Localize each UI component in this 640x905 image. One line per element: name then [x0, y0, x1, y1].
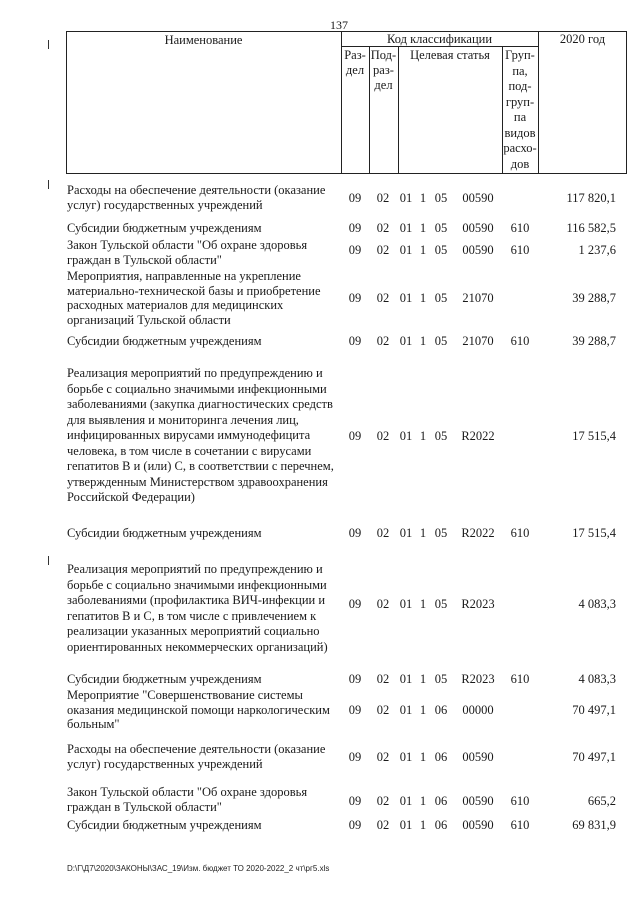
header-divider: [538, 31, 539, 174]
row-expense-group: 610: [510, 334, 530, 348]
row-expense-group: 610: [510, 672, 530, 686]
row-name: Закон Тульской области "Об охране здоровья граждан в Тульской области": [67, 238, 308, 267]
header-divider: [398, 46, 399, 174]
margin-mark: [48, 556, 49, 565]
row-podrazdel: 02: [376, 526, 390, 540]
row-target-subprogram: 1: [419, 291, 427, 305]
row-name: Субсидии бюджетным учреждениям: [67, 672, 262, 686]
row-amount: 17 515,4: [572, 526, 616, 540]
row-target-event: 05: [434, 243, 448, 257]
row-podrazdel: 02: [376, 191, 390, 205]
row-expense-group: 610: [510, 818, 530, 832]
row-target-subprogram: 1: [419, 221, 427, 235]
row-target-subprogram: 1: [419, 818, 427, 832]
margin-mark: [48, 180, 49, 189]
row-razdel: 09: [348, 243, 362, 257]
row-amount: 117 820,1: [566, 191, 616, 205]
row-target-program: 01: [399, 221, 413, 235]
row-name: Расходы на обеспечение деятельности (оказание услуг) государственных учреждений: [67, 742, 326, 771]
row-amount: 4 083,3: [578, 597, 616, 611]
row-target-subprogram: 1: [419, 672, 427, 686]
row-target-subprogram: 1: [419, 191, 427, 205]
row-amount: 1 237,6: [578, 243, 616, 257]
row-podrazdel: 02: [376, 672, 390, 686]
row-target-subprogram: 1: [419, 429, 427, 443]
row-target-subprogram: 1: [419, 526, 427, 540]
row-target-direction: 00590: [462, 243, 494, 257]
row-podrazdel: 02: [376, 597, 390, 611]
header-year: 2020 год: [559, 32, 606, 46]
row-podrazdel: 02: [376, 429, 390, 443]
row-target-event: 06: [434, 818, 448, 832]
row-target-subprogram: 1: [419, 703, 427, 717]
row-target-direction: R2023: [461, 672, 495, 686]
row-razdel: 09: [348, 191, 362, 205]
row-amount: 69 831,9: [572, 818, 616, 832]
row-expense-group: 610: [510, 243, 530, 257]
row-target-direction: 00590: [462, 750, 494, 764]
row-name: Субсидии бюджетным учреждениям: [67, 334, 262, 348]
row-razdel: 09: [348, 597, 362, 611]
row-podrazdel: 02: [376, 334, 390, 348]
row-amount: 39 288,7: [572, 291, 616, 305]
row-target-event: 05: [434, 672, 448, 686]
row-razdel: 09: [348, 429, 362, 443]
row-expense-group: 610: [510, 526, 530, 540]
row-podrazdel: 02: [376, 291, 390, 305]
row-razdel: 09: [348, 818, 362, 832]
row-podrazdel: 02: [376, 794, 390, 808]
row-amount: 116 582,5: [566, 221, 616, 235]
row-target-event: 06: [434, 703, 448, 717]
row-target-event: 05: [434, 526, 448, 540]
row-target-event: 05: [434, 191, 448, 205]
row-name: Реализация мероприятий по предупреждению и борьбе с социально значимыми инфекционными заболеваниями (закупка диагностических средств для выявления и мониторинга лечения лиц, инфицированных вирусами иммунодефицита человека, в том числе в сочетании с вирусами гепатитов B и (или) C, в соответствии с перечнем, утвержденным Министерством здравоохранения Российской Федерации): [67, 366, 334, 504]
row-amount: 70 497,1: [572, 703, 616, 717]
row-razdel: 09: [348, 750, 362, 764]
row-target-program: 01: [399, 794, 413, 808]
row-target-direction: 00590: [462, 221, 494, 235]
row-target-program: 01: [399, 429, 413, 443]
row-target-direction: R2023: [461, 597, 495, 611]
row-amount: 39 288,7: [572, 334, 616, 348]
row-amount: 17 515,4: [572, 429, 616, 443]
header-expense-group: Груп- па, под- груп- па видов расхо- дов: [503, 48, 537, 171]
header-razdel: Раз- дел: [344, 48, 366, 77]
row-target-direction: 21070: [462, 291, 494, 305]
row-razdel: 09: [348, 672, 362, 686]
row-podrazdel: 02: [376, 703, 390, 717]
header-podrazdel: Под- раз- дел: [370, 48, 397, 92]
row-target-program: 01: [399, 191, 413, 205]
row-target-program: 01: [399, 334, 413, 348]
row-target-event: 06: [434, 750, 448, 764]
row-razdel: 09: [348, 221, 362, 235]
row-name: Мероприятия, направленные на укрепление материально-технической базы и приобретение расходных материалов для медицинских организаций Тульской области: [67, 269, 321, 327]
row-target-program: 01: [399, 243, 413, 257]
row-target-subprogram: 1: [419, 794, 427, 808]
row-target-program: 01: [399, 291, 413, 305]
page-number: 137: [330, 18, 348, 32]
row-name: Закон Тульской области "Об охране здоровья граждан в Тульской области": [67, 785, 308, 814]
header-code-classification: Код классификации: [386, 32, 493, 46]
row-amount: 70 497,1: [572, 750, 616, 764]
row-name: Реализация мероприятий по предупреждению и борьбе с социально значимыми инфекционными заболеваниями (профилактика ВИЧ-инфекции и гепатитов B и C, в том числе с привлечением к реализации указанных мероприятий социально ориентированных некоммерческих организаций): [67, 562, 328, 654]
row-target-event: 05: [434, 291, 448, 305]
row-podrazdel: 02: [376, 750, 390, 764]
file-path-footer: D:\Г\Д7\2020\ЗАКОНЫ\ЗАС_19\Изм. бюджет ТО 2020-2022_2 чт\рг5.xls: [67, 864, 330, 873]
row-target-direction: R2022: [461, 526, 495, 540]
row-name: Субсидии бюджетным учреждениям: [67, 526, 262, 540]
row-podrazdel: 02: [376, 818, 390, 832]
row-target-direction: 00590: [462, 191, 494, 205]
header-target-article: Целевая статья: [410, 48, 490, 62]
row-target-event: 05: [434, 597, 448, 611]
row-target-direction: R2022: [461, 429, 495, 443]
row-target-subprogram: 1: [419, 334, 427, 348]
row-razdel: 09: [348, 291, 362, 305]
row-target-event: 06: [434, 794, 448, 808]
row-amount: 4 083,3: [578, 672, 616, 686]
row-expense-group: 610: [510, 221, 530, 235]
row-razdel: 09: [348, 526, 362, 540]
row-target-program: 01: [399, 526, 413, 540]
row-target-event: 05: [434, 429, 448, 443]
row-razdel: 09: [348, 334, 362, 348]
row-name: Расходы на обеспечение деятельности (оказание услуг) государственных учреждений: [67, 183, 326, 212]
row-target-event: 05: [434, 221, 448, 235]
row-name: Мероприятие "Совершенствование системы оказания медицинской помощи наркологическим больным": [67, 688, 330, 731]
row-amount: 665,2: [587, 794, 616, 808]
row-razdel: 09: [348, 703, 362, 717]
row-target-direction: 00590: [462, 818, 494, 832]
row-target-program: 01: [399, 672, 413, 686]
row-target-direction: 00000: [462, 703, 494, 717]
row-target-program: 01: [399, 597, 413, 611]
row-target-direction: 21070: [462, 334, 494, 348]
row-razdel: 09: [348, 794, 362, 808]
row-podrazdel: 02: [376, 221, 390, 235]
header-name: Наименование: [164, 33, 243, 47]
row-target-program: 01: [399, 703, 413, 717]
row-target-subprogram: 1: [419, 750, 427, 764]
row-name: Субсидии бюджетным учреждениям: [67, 221, 262, 235]
row-name: Субсидии бюджетным учреждениям: [67, 818, 262, 832]
margin-mark: [48, 40, 49, 49]
row-target-subprogram: 1: [419, 597, 427, 611]
row-expense-group: 610: [510, 794, 530, 808]
row-podrazdel: 02: [376, 243, 390, 257]
row-target-program: 01: [399, 818, 413, 832]
row-target-subprogram: 1: [419, 243, 427, 257]
row-target-event: 05: [434, 334, 448, 348]
row-target-program: 01: [399, 750, 413, 764]
row-target-direction: 00590: [462, 794, 494, 808]
